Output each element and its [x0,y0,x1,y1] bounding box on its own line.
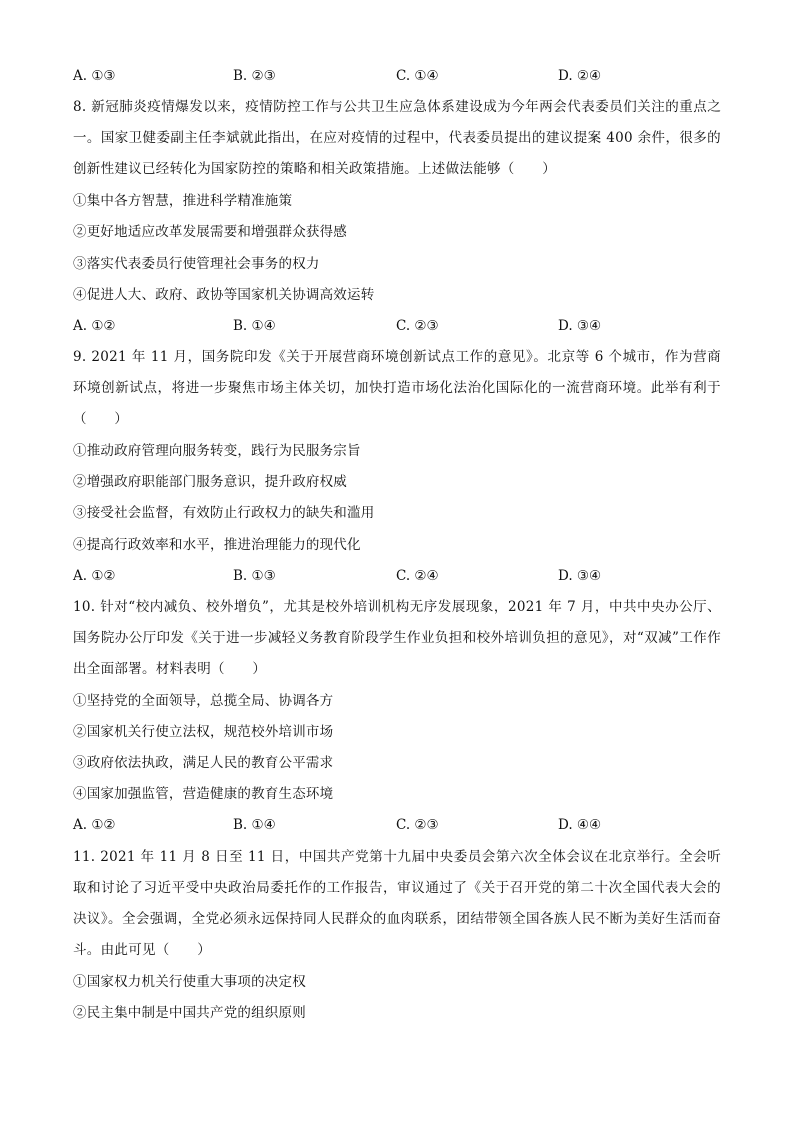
q10-choice-c[interactable]: C. ②③ [396,817,439,833]
q10-choice-d[interactable]: D. ④④ [558,817,602,833]
q8-choice-b[interactable]: B. ①④ [233,318,276,334]
q11-stem: 11. 2021 年 11 月 8 日至 11 日，中国共产党第十九届中央委员会第六次全体会议在北京举行。全会听取和讨论了习近平受中央政治局委托作的工作报告，审议通过了《关于召开党的第二十次全国代表大会的决议》。全会强调，全党必须永远保持同人民群众的血肉联系，团结带领全国各族人民不断为美好生活而奋斗。由此可见（ ） [73,849,721,958]
q11-statement-2: ②民主集中制是中国共产党的组织原则 [73,1005,306,1021]
q11-statement-1: ①国家权力机关行使重大事项的决定权 [73,974,306,990]
q8-statement-3: ③落实代表委员行使管理社会事务的权力 [73,256,320,272]
q8-statement-2: ②更好地适应改革发展需要和增强群众获得感 [73,224,347,240]
q10-statement-1: ①坚持党的全面领导，总揽全局、协调各方 [73,693,334,709]
q8-stem: 8. 新冠肺炎疫情爆发以来，疫情防控工作与公共卫生应急体系建设成为今年两会代表委员们关注的重点之一。国家卫健委副主任李斌就此指出，在应对疫情的过程中，代表委员提出的建议提案 400 余件，很多的创新性建议已经转化为国家防控的策略和相关政策措施。上述做法能够（ ） [73,99,721,177]
q10-stem: 10. 针对“校内减负、校外增负”，尤其是校外培训机构无序发展现象，2021 年 7 月，中共中央办公厅、国务院办公厅印发《关于进一步减轻义务教育阶段学生作业负担和校外培训负担的意见》，对“双减”工作作出全面部署。材料表明（ ） [73,599,721,677]
q9-statement-3: ③接受社会监督，有效防止行政权力的缺失和滥用 [73,505,375,521]
q9-choice-a[interactable]: A. ①② [73,568,116,584]
q10-choice-b[interactable]: B. ①④ [233,817,276,833]
q10-choice-a[interactable]: A. ①② [73,817,116,833]
q7-choice-a[interactable]: A. ①③ [73,68,116,84]
q8-choice-d[interactable]: D. ③④ [558,318,602,334]
q10-statement-2: ②国家机关行使立法权，规范校外培训市场 [73,724,334,740]
q10-statement-3: ③政府依法执政，满足人民的教育公平需求 [73,755,334,771]
q8-choice-c[interactable]: C. ②③ [396,318,439,334]
q9-choice-b[interactable]: B. ①③ [233,568,276,584]
q9-choice-d[interactable]: D. ③④ [558,568,602,584]
q8-statement-4: ④促进人大、政府、政协等国家机关协调高效运转 [73,287,375,303]
q7-choice-c[interactable]: C. ①④ [396,68,439,84]
q9-stem: 9. 2021 年 11 月，国务院印发《关于开展营商环境创新试点工作的意见》。北京等 6 个城市，作为营商环境创新试点，将进一步聚焦市场主体关切，加快打造市场化法治化国际化的一流营商环境。此举有利于（ ） [73,349,721,427]
q8-choice-a[interactable]: A. ①② [73,318,116,334]
q9-statement-2: ②增强政府职能部门服务意识，提升政府权威 [73,474,347,490]
q7-choice-b[interactable]: B. ②③ [233,68,276,84]
q10-statement-4: ④国家加强监管，营造健康的教育生态环境 [73,786,334,802]
q8-statement-1: ①集中各方智慧，推进科学精准施策 [73,193,293,209]
q9-statement-1: ①推动政府管理向服务转变，践行为民服务宗旨 [73,443,361,459]
q9-choice-c[interactable]: C. ②④ [396,568,439,584]
q7-choice-d[interactable]: D. ②④ [558,68,602,84]
q9-statement-4: ④提高行政效率和水平，推进治理能力的现代化 [73,537,361,553]
